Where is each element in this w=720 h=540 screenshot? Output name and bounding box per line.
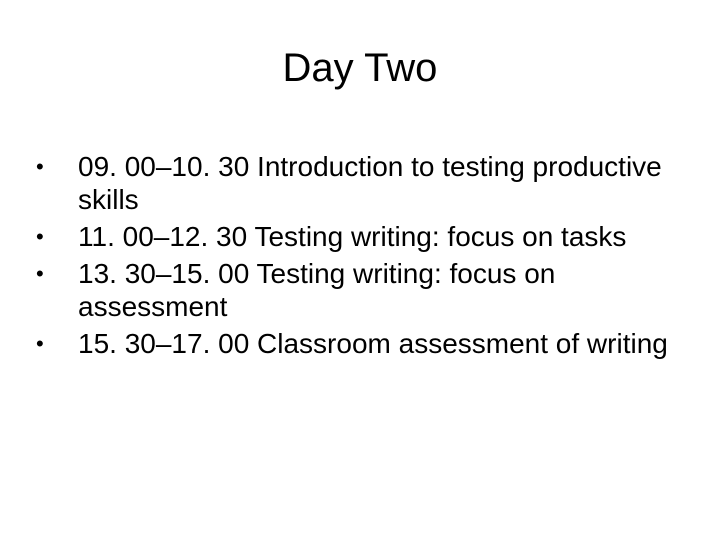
list-item-text: 09. 00–10. 30 Introduction to testing productive skills <box>78 151 662 215</box>
schedule-list <box>36 150 676 364</box>
bullet-icon: • <box>36 331 44 356</box>
list-item <box>36 257 676 323</box>
list-item <box>36 220 676 253</box>
bullet-icon: • <box>36 224 44 249</box>
list-item-text: 11. 00–12. 30 Testing writing: focus on tasks <box>78 221 627 252</box>
slide-title: Day Two <box>282 46 438 90</box>
bullet-icon: • <box>36 261 44 286</box>
list-item <box>36 327 676 360</box>
bullet-icon: • <box>36 154 44 179</box>
list-item-text: 13. 30–15. 00 Testing writing: focus on assessment <box>78 258 556 322</box>
list-item <box>36 150 676 216</box>
list-item-text: 15. 30–17. 00 Classroom assessment of writing <box>78 328 668 359</box>
